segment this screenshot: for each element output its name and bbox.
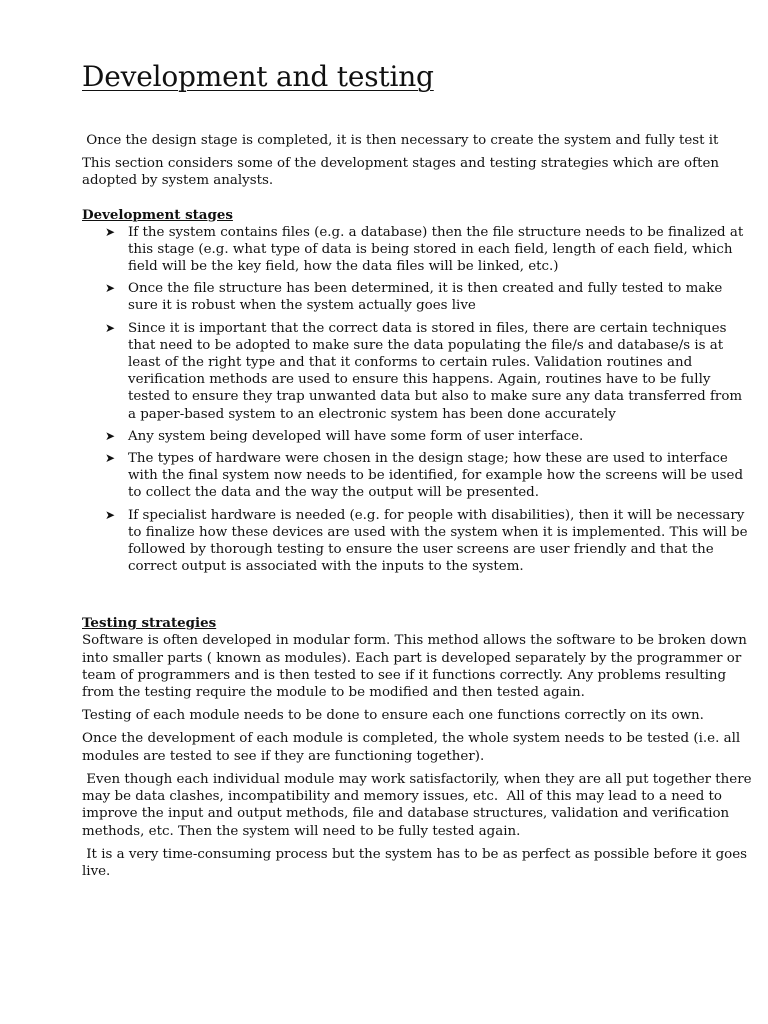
- arrowhead-bullet-icon: ➤: [105, 320, 116, 335]
- testing-strategies-heading: Testing strategies: [82, 615, 217, 632]
- list-item: [82, 280, 752, 314]
- testing-paragraph: Even though each individual module may work satisfactorily, when they are all put together there may be data clashes, incompatibility and memory issues, etc. All of this may lead to a need to improve the input and output methods, file and database structures, validation and verification methods, etc. Then the system will need to be fully tested again.: [82, 771, 756, 839]
- testing-paragraph: Software is often developed in modular form. This method allows the software to be broken down into smaller parts ( known as modules). Each part is developed separately by the programmer or team of programmers and is then tested to see if it functions correctly. Any problems resulting from the testing require the module to be modified and then tested again.: [82, 633, 747, 701]
- list-item-text: If the system contains files (e.g. a database) then the file structure needs to be finalized at this stage (e.g. what type of data is being stored in each field, length of each field, which field will be the key field, how the data files will be linked, etc.): [128, 224, 744, 275]
- list-item-text: Since it is important that the correct data is stored in files, there are certain techniques that need to be adopted to make sure the data populating the file/s and database/s is at least of the right type and that it conforms to certain rules. Validation routines and verification methods are used to ensure this happens. Again, routines have to be fully tested to ensure they trap unwanted data but also to make sure any data transferred from a paper-based system to an electronic system has been done accurately: [128, 320, 743, 422]
- list-item: [82, 428, 752, 445]
- list-item: [82, 320, 752, 423]
- list-item: [82, 224, 752, 276]
- intro-paragraph: This section considers some of the development stages and testing strategies which are often adopted by system analysts.: [82, 156, 719, 189]
- list-item-text: If specialist hardware is needed (e.g. for people with disabilities), then it will be necessary to finalize how these devices are used with the system when it is implemented. This will be followed by thorough testing to ensure the user screens are user friendly and that the correct output is associated with the inputs to the system.: [128, 507, 748, 575]
- development-stages-heading: Development stages: [82, 206, 233, 223]
- list-item: [82, 450, 752, 502]
- arrowhead-bullet-icon: ➤: [105, 428, 116, 443]
- arrowhead-bullet-icon: ➤: [105, 281, 116, 296]
- intro-paragraph: Once the design stage is completed, it is then necessary to create the system and fully test it: [82, 133, 719, 148]
- testing-paragraph: It is a very time-consuming process but the system has to be as perfect as possible before it goes live.: [82, 846, 752, 879]
- list-item: [82, 507, 752, 576]
- arrowhead-bullet-icon: ➤: [105, 224, 116, 239]
- document-page: [82, 52, 756, 880]
- list-item-text: Any system being developed will have some form of user interface.: [128, 428, 584, 444]
- page-title: Development and testing: [82, 60, 434, 93]
- arrowhead-bullet-icon: ➤: [105, 451, 116, 466]
- development-stages-list: [82, 224, 752, 576]
- testing-paragraph: Once the development of each module is completed, the whole system needs to be tested (i.e. all modules are tested to see if they are functioning together).: [82, 731, 741, 764]
- list-item-text: Once the file structure has been determined, it is then created and fully tested to make sure it is robust when the system actually goes live: [128, 281, 723, 314]
- list-item-text: The types of hardware were chosen in the design stage; how these are used to interface with the final system now needs to be identified, for example how the screens will be used to collect the data and the way the output will be presented.: [128, 451, 744, 501]
- arrowhead-bullet-icon: ➤: [105, 507, 116, 522]
- testing-paragraph: Testing of each module needs to be done to ensure each one functions correctly on its own.: [82, 708, 704, 724]
